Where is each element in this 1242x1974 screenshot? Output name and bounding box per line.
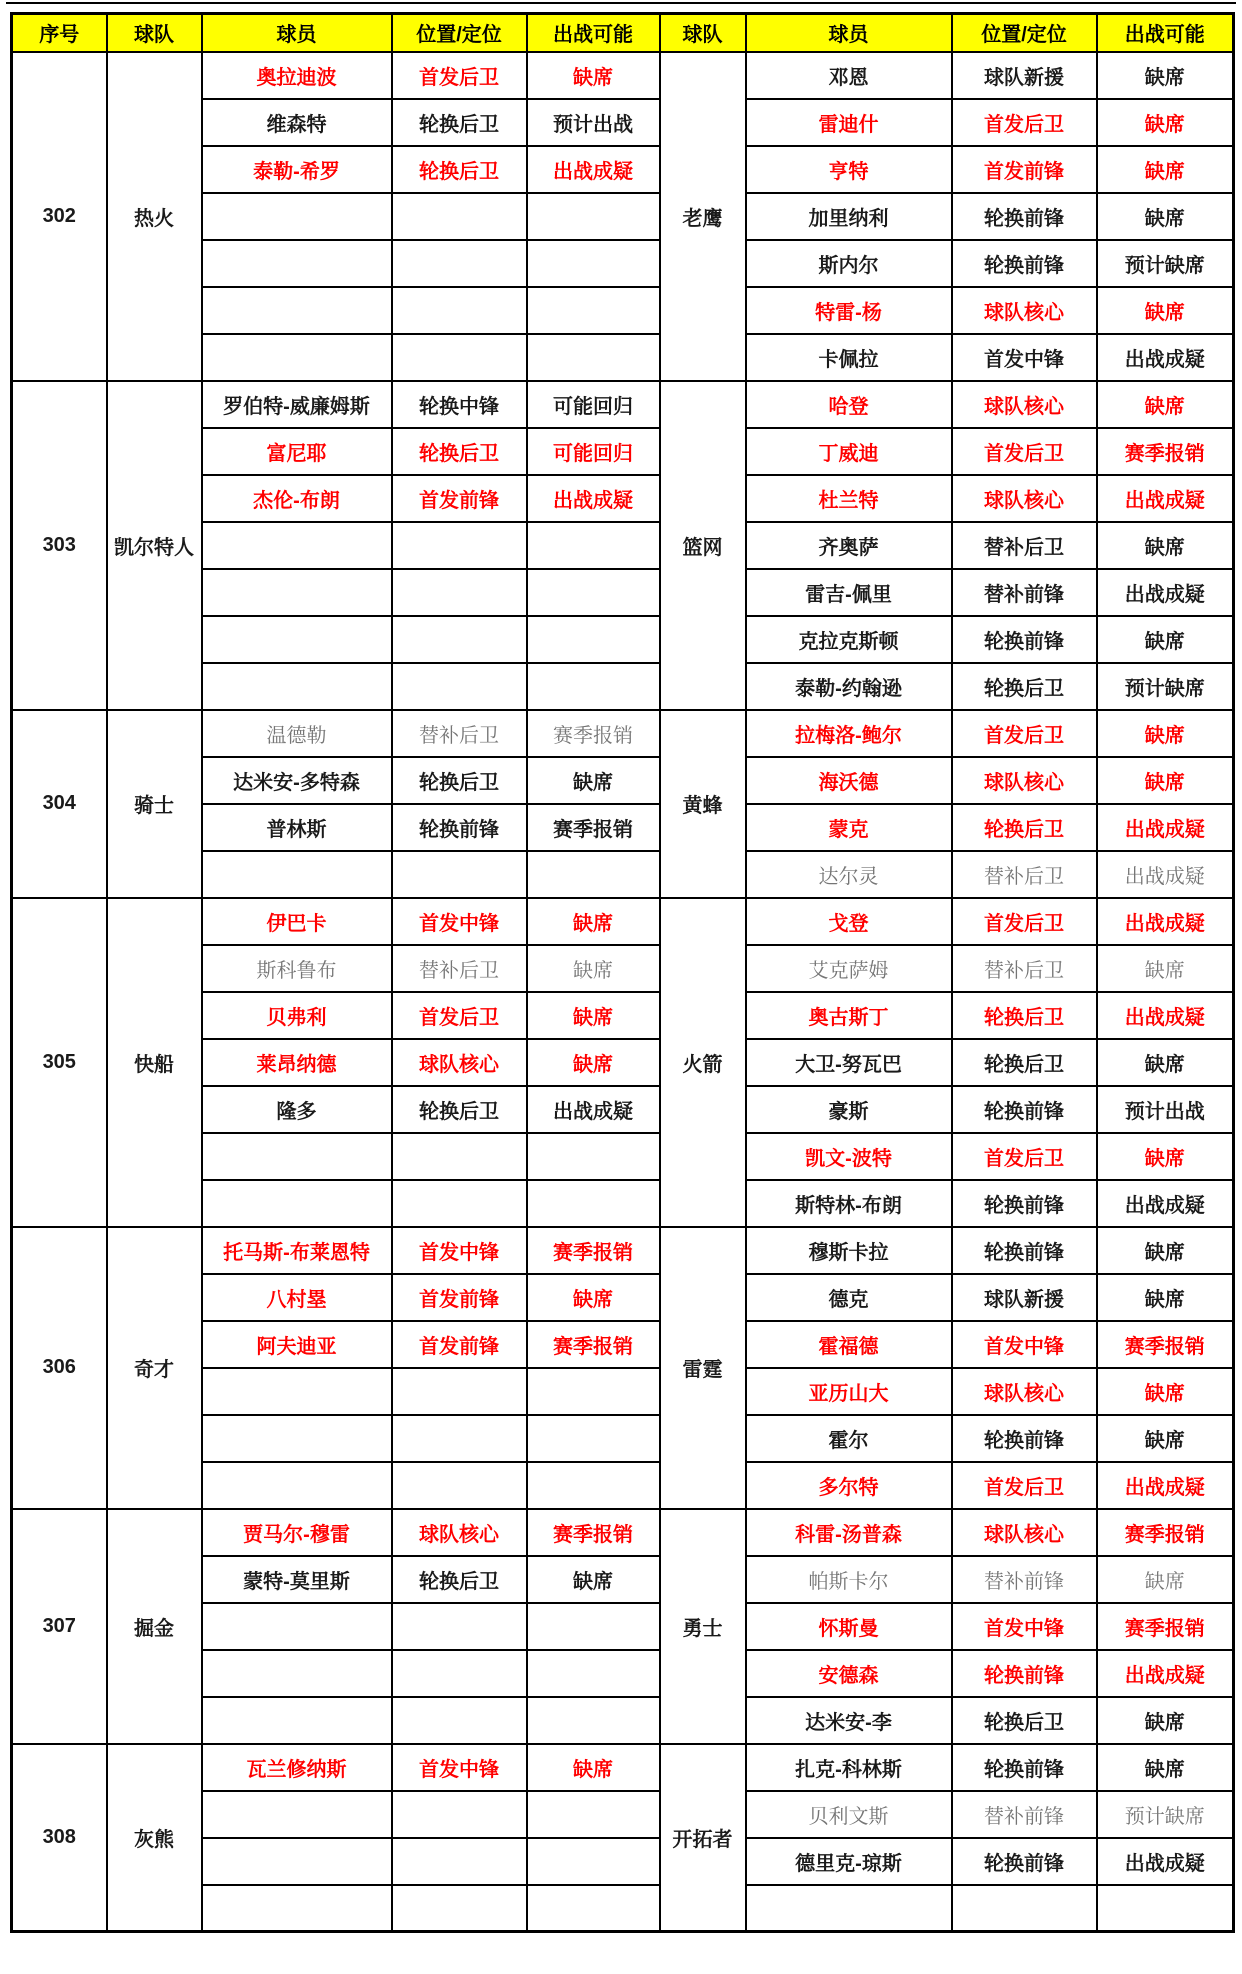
header-position-left: 位置/定位 [392, 14, 527, 52]
position-cell: 首发中锋 [952, 334, 1097, 381]
status-cell: 缺席 [527, 945, 660, 992]
status-cell [527, 1180, 660, 1227]
position-cell [392, 1603, 527, 1650]
status-cell: 缺席 [1097, 381, 1234, 428]
position-cell [392, 1133, 527, 1180]
player-cell: 戈登 [746, 898, 952, 945]
status-cell: 出战成疑 [1097, 851, 1234, 898]
status-cell: 预计缺席 [1097, 240, 1234, 287]
position-cell [392, 1180, 527, 1227]
team-cell: 热火 [107, 52, 202, 381]
status-cell: 赛季报销 [1097, 428, 1234, 475]
status-cell: 缺席 [527, 1744, 660, 1791]
status-cell: 缺席 [1097, 1744, 1234, 1791]
status-cell: 赛季报销 [527, 710, 660, 757]
status-cell: 赛季报销 [527, 1321, 660, 1368]
status-cell: 出战成疑 [1097, 1650, 1234, 1697]
status-cell: 预计出战 [527, 99, 660, 146]
player-cell [202, 1180, 392, 1227]
player-cell [202, 193, 392, 240]
player-cell: 斯内尔 [746, 240, 952, 287]
status-cell: 缺席 [1097, 52, 1234, 99]
position-cell: 首发后卫 [392, 52, 527, 99]
team-cell: 骑士 [107, 710, 202, 898]
header-status-right: 出战可能 [1097, 14, 1234, 52]
seq-cell: 302 [12, 52, 107, 381]
position-cell: 球队核心 [952, 1368, 1097, 1415]
header-position-right: 位置/定位 [952, 14, 1097, 52]
seq-cell: 303 [12, 381, 107, 710]
status-cell: 缺席 [1097, 1368, 1234, 1415]
position-cell: 轮换前锋 [952, 1838, 1097, 1885]
status-cell: 赛季报销 [527, 1509, 660, 1556]
position-cell: 球队核心 [952, 757, 1097, 804]
position-cell [392, 240, 527, 287]
team-cell: 快船 [107, 898, 202, 1227]
position-cell [392, 1885, 527, 1932]
player-cell: 亚历山大 [746, 1368, 952, 1415]
player-cell: 亨特 [746, 146, 952, 193]
status-cell: 缺席 [527, 1274, 660, 1321]
player-cell: 豪斯 [746, 1086, 952, 1133]
player-cell: 伊巴卡 [202, 898, 392, 945]
position-cell: 球队核心 [952, 475, 1097, 522]
player-cell: 托马斯-布莱恩特 [202, 1227, 392, 1274]
status-cell: 缺席 [1097, 1697, 1234, 1744]
position-cell: 轮换后卫 [952, 663, 1097, 710]
player-cell [202, 1885, 392, 1932]
player-cell: 穆斯卡拉 [746, 1227, 952, 1274]
position-cell: 替补前锋 [952, 1791, 1097, 1838]
status-cell [527, 287, 660, 334]
player-cell: 斯科鲁布 [202, 945, 392, 992]
position-cell: 轮换前锋 [952, 1180, 1097, 1227]
header-status-left: 出战可能 [527, 14, 660, 52]
player-cell: 阿夫迪亚 [202, 1321, 392, 1368]
player-cell: 温德勒 [202, 710, 392, 757]
player-cell [202, 616, 392, 663]
header-player-left: 球员 [202, 14, 392, 52]
status-cell [527, 1885, 660, 1932]
player-cell: 安德森 [746, 1650, 952, 1697]
player-cell: 杰伦-布朗 [202, 475, 392, 522]
team-cell: 掘金 [107, 1509, 202, 1744]
position-cell [392, 851, 527, 898]
player-cell [202, 1415, 392, 1462]
status-cell: 出战成疑 [1097, 992, 1234, 1039]
position-cell: 轮换后卫 [952, 1039, 1097, 1086]
status-cell: 缺席 [1097, 522, 1234, 569]
position-cell: 替补前锋 [952, 1556, 1097, 1603]
table-row [12, 710, 1234, 757]
player-cell [746, 1885, 952, 1932]
top-crop-line [6, 2, 1236, 4]
position-cell: 球队核心 [952, 381, 1097, 428]
player-cell: 齐奥萨 [746, 522, 952, 569]
seq-cell: 304 [12, 710, 107, 898]
status-cell [527, 1838, 660, 1885]
player-cell: 奥拉迪波 [202, 52, 392, 99]
position-cell: 首发后卫 [952, 99, 1097, 146]
status-cell: 出战成疑 [1097, 475, 1234, 522]
player-cell: 德里克-琼斯 [746, 1838, 952, 1885]
status-cell: 可能回归 [527, 381, 660, 428]
status-cell: 可能回归 [527, 428, 660, 475]
position-cell [392, 522, 527, 569]
player-cell [202, 851, 392, 898]
player-cell: 罗伯特-威廉姆斯 [202, 381, 392, 428]
seq-cell: 307 [12, 1509, 107, 1744]
status-cell [527, 1462, 660, 1509]
position-cell: 球队核心 [952, 287, 1097, 334]
team-cell: 勇士 [660, 1509, 746, 1744]
player-cell: 霍福德 [746, 1321, 952, 1368]
player-cell: 多尔特 [746, 1462, 952, 1509]
position-cell: 轮换前锋 [952, 193, 1097, 240]
player-cell: 卡佩拉 [746, 334, 952, 381]
status-cell: 缺席 [527, 52, 660, 99]
position-cell: 轮换前锋 [392, 804, 527, 851]
player-cell: 霍尔 [746, 1415, 952, 1462]
team-cell: 篮网 [660, 381, 746, 710]
player-cell: 普林斯 [202, 804, 392, 851]
player-cell: 雷迪什 [746, 99, 952, 146]
team-cell: 奇才 [107, 1227, 202, 1509]
table-row [12, 898, 1234, 945]
team-cell: 灰熊 [107, 1744, 202, 1932]
position-cell: 轮换前锋 [952, 616, 1097, 663]
player-cell [202, 1462, 392, 1509]
position-cell [392, 569, 527, 616]
position-cell: 首发后卫 [392, 992, 527, 1039]
position-cell: 首发中锋 [392, 1744, 527, 1791]
player-cell: 邓恩 [746, 52, 952, 99]
status-cell: 出战成疑 [527, 475, 660, 522]
position-cell: 首发前锋 [952, 146, 1097, 193]
position-cell [392, 1368, 527, 1415]
status-cell: 缺席 [527, 757, 660, 804]
status-cell: 缺席 [527, 898, 660, 945]
position-cell: 球队核心 [392, 1509, 527, 1556]
position-cell: 首发后卫 [952, 1462, 1097, 1509]
position-cell: 球队核心 [952, 1509, 1097, 1556]
position-cell: 轮换中锋 [392, 381, 527, 428]
position-cell: 轮换前锋 [952, 1415, 1097, 1462]
team-cell: 黄蜂 [660, 710, 746, 898]
player-cell: 蒙克 [746, 804, 952, 851]
position-cell: 轮换前锋 [952, 1744, 1097, 1791]
position-cell: 首发后卫 [952, 898, 1097, 945]
status-cell [527, 1368, 660, 1415]
status-cell: 出战成疑 [1097, 1838, 1234, 1885]
player-cell [202, 1133, 392, 1180]
status-cell: 出战成疑 [1097, 569, 1234, 616]
position-cell: 首发后卫 [952, 710, 1097, 757]
status-cell: 缺席 [1097, 1039, 1234, 1086]
position-cell: 首发中锋 [952, 1321, 1097, 1368]
position-cell: 首发中锋 [392, 898, 527, 945]
player-cell [202, 569, 392, 616]
player-cell: 特雷-杨 [746, 287, 952, 334]
player-cell: 奥古斯丁 [746, 992, 952, 1039]
player-cell [202, 1838, 392, 1885]
status-cell [527, 851, 660, 898]
position-cell [392, 1462, 527, 1509]
status-cell [527, 616, 660, 663]
position-cell: 首发中锋 [952, 1603, 1097, 1650]
status-cell: 缺席 [1097, 1227, 1234, 1274]
position-cell: 替补后卫 [392, 945, 527, 992]
team-cell: 开拓者 [660, 1744, 746, 1932]
status-cell: 缺席 [1097, 1274, 1234, 1321]
position-cell [392, 1650, 527, 1697]
player-cell: 怀斯曼 [746, 1603, 952, 1650]
status-cell: 出战成疑 [1097, 804, 1234, 851]
player-cell [202, 522, 392, 569]
position-cell [392, 616, 527, 663]
player-cell: 达米安-多特森 [202, 757, 392, 804]
player-cell: 隆多 [202, 1086, 392, 1133]
table-row [12, 381, 1234, 428]
status-cell: 缺席 [527, 1556, 660, 1603]
status-cell: 缺席 [527, 1039, 660, 1086]
status-cell: 预计出战 [1097, 1086, 1234, 1133]
player-cell: 泰勒-约翰逊 [746, 663, 952, 710]
header-player-right: 球员 [746, 14, 952, 52]
position-cell: 首发中锋 [392, 1227, 527, 1274]
position-cell: 替补后卫 [952, 522, 1097, 569]
player-cell: 达尔灵 [746, 851, 952, 898]
player-cell: 泰勒-希罗 [202, 146, 392, 193]
table-row [12, 52, 1234, 99]
player-cell [202, 1650, 392, 1697]
player-cell [202, 1368, 392, 1415]
table-row [12, 1227, 1234, 1274]
position-cell: 轮换后卫 [392, 146, 527, 193]
position-cell: 轮换后卫 [952, 1697, 1097, 1744]
status-cell: 缺席 [1097, 1133, 1234, 1180]
status-cell: 出战成疑 [1097, 1180, 1234, 1227]
player-cell: 莱昂纳德 [202, 1039, 392, 1086]
player-cell: 瓦兰修纳斯 [202, 1744, 392, 1791]
status-cell [527, 334, 660, 381]
player-cell: 凯文-波特 [746, 1133, 952, 1180]
player-cell: 雷吉-佩里 [746, 569, 952, 616]
status-cell [527, 569, 660, 616]
player-cell: 贾马尔-穆雷 [202, 1509, 392, 1556]
position-cell: 替补后卫 [392, 710, 527, 757]
status-cell: 缺席 [1097, 1415, 1234, 1462]
header-team-left: 球队 [107, 14, 202, 52]
player-cell: 大卫-努瓦巴 [746, 1039, 952, 1086]
status-cell: 缺席 [1097, 99, 1234, 146]
seq-cell: 308 [12, 1744, 107, 1932]
seq-cell: 306 [12, 1227, 107, 1509]
injury-table [10, 12, 1235, 1933]
status-cell: 缺席 [1097, 1556, 1234, 1603]
position-cell [952, 1885, 1097, 1932]
status-cell: 出战成疑 [1097, 898, 1234, 945]
player-cell [202, 663, 392, 710]
seq-cell: 305 [12, 898, 107, 1227]
team-cell: 火箭 [660, 898, 746, 1227]
status-cell: 缺席 [1097, 945, 1234, 992]
player-cell: 克拉克斯顿 [746, 616, 952, 663]
player-cell: 达米安-李 [746, 1697, 952, 1744]
player-cell [202, 334, 392, 381]
player-cell: 加里纳利 [746, 193, 952, 240]
status-cell: 预计缺席 [1097, 663, 1234, 710]
player-cell: 丁威迪 [746, 428, 952, 475]
status-cell: 缺席 [1097, 193, 1234, 240]
player-cell [202, 1603, 392, 1650]
status-cell: 赛季报销 [1097, 1603, 1234, 1650]
position-cell: 球队新援 [952, 1274, 1097, 1321]
header-row [12, 14, 1234, 52]
status-cell [527, 522, 660, 569]
player-cell: 维森特 [202, 99, 392, 146]
position-cell: 轮换前锋 [952, 240, 1097, 287]
status-cell: 赛季报销 [1097, 1509, 1234, 1556]
status-cell: 缺席 [1097, 146, 1234, 193]
player-cell: 拉梅洛-鲍尔 [746, 710, 952, 757]
position-cell: 首发后卫 [952, 1133, 1097, 1180]
status-cell: 出战成疑 [527, 1086, 660, 1133]
position-cell: 替补前锋 [952, 569, 1097, 616]
position-cell: 轮换后卫 [952, 804, 1097, 851]
status-cell: 缺席 [527, 992, 660, 1039]
position-cell: 球队核心 [392, 1039, 527, 1086]
table-body [12, 52, 1234, 1932]
position-cell: 轮换后卫 [952, 992, 1097, 1039]
position-cell: 首发前锋 [392, 475, 527, 522]
status-cell: 出战成疑 [1097, 334, 1234, 381]
status-cell [527, 1791, 660, 1838]
status-cell: 缺席 [1097, 616, 1234, 663]
player-cell: 海沃德 [746, 757, 952, 804]
status-cell: 赛季报销 [527, 804, 660, 851]
position-cell: 轮换前锋 [952, 1650, 1097, 1697]
position-cell: 轮换后卫 [392, 1556, 527, 1603]
position-cell [392, 287, 527, 334]
position-cell: 轮换后卫 [392, 757, 527, 804]
player-cell: 贝利文斯 [746, 1791, 952, 1838]
position-cell [392, 1415, 527, 1462]
status-cell: 赛季报销 [527, 1227, 660, 1274]
position-cell [392, 1838, 527, 1885]
status-cell [527, 1650, 660, 1697]
position-cell: 替补后卫 [952, 945, 1097, 992]
position-cell [392, 663, 527, 710]
status-cell [527, 1133, 660, 1180]
status-cell [527, 1603, 660, 1650]
player-cell: 艾克萨姆 [746, 945, 952, 992]
status-cell: 赛季报销 [1097, 1321, 1234, 1368]
team-cell: 雷霆 [660, 1227, 746, 1509]
player-cell: 哈登 [746, 381, 952, 428]
player-cell: 贝弗利 [202, 992, 392, 1039]
status-cell [527, 1697, 660, 1744]
position-cell [392, 1791, 527, 1838]
position-cell: 首发前锋 [392, 1321, 527, 1368]
player-cell [202, 240, 392, 287]
table-row [12, 1509, 1234, 1556]
header-seq: 序号 [12, 14, 107, 52]
player-cell: 科雷-汤普森 [746, 1509, 952, 1556]
position-cell: 轮换前锋 [952, 1086, 1097, 1133]
status-cell: 缺席 [1097, 710, 1234, 757]
player-cell: 德克 [746, 1274, 952, 1321]
table-row [12, 1744, 1234, 1791]
player-cell: 蒙特-莫里斯 [202, 1556, 392, 1603]
status-cell: 预计缺席 [1097, 1791, 1234, 1838]
position-cell [392, 1697, 527, 1744]
position-cell [392, 334, 527, 381]
player-cell: 富尼耶 [202, 428, 392, 475]
header-team-right: 球队 [660, 14, 746, 52]
status-cell: 缺席 [1097, 287, 1234, 334]
position-cell [392, 193, 527, 240]
player-cell [202, 1791, 392, 1838]
player-cell [202, 1697, 392, 1744]
status-cell [527, 1415, 660, 1462]
team-cell: 老鹰 [660, 52, 746, 381]
player-cell: 杜兰特 [746, 475, 952, 522]
player-cell: 八村塁 [202, 1274, 392, 1321]
position-cell: 首发前锋 [392, 1274, 527, 1321]
status-cell: 缺席 [1097, 757, 1234, 804]
player-cell [202, 287, 392, 334]
team-cell: 凯尔特人 [107, 381, 202, 710]
status-cell [527, 663, 660, 710]
position-cell: 轮换后卫 [392, 1086, 527, 1133]
position-cell: 球队新援 [952, 52, 1097, 99]
position-cell: 轮换前锋 [952, 1227, 1097, 1274]
player-cell: 扎克-科林斯 [746, 1744, 952, 1791]
position-cell: 轮换后卫 [392, 428, 527, 475]
position-cell: 首发后卫 [952, 428, 1097, 475]
status-cell: 出战成疑 [1097, 1462, 1234, 1509]
position-cell: 替补后卫 [952, 851, 1097, 898]
position-cell: 轮换后卫 [392, 99, 527, 146]
player-cell: 斯特林-布朗 [746, 1180, 952, 1227]
player-cell: 帕斯卡尔 [746, 1556, 952, 1603]
status-cell [527, 193, 660, 240]
status-cell [527, 240, 660, 287]
status-cell [1097, 1885, 1234, 1932]
status-cell: 出战成疑 [527, 146, 660, 193]
